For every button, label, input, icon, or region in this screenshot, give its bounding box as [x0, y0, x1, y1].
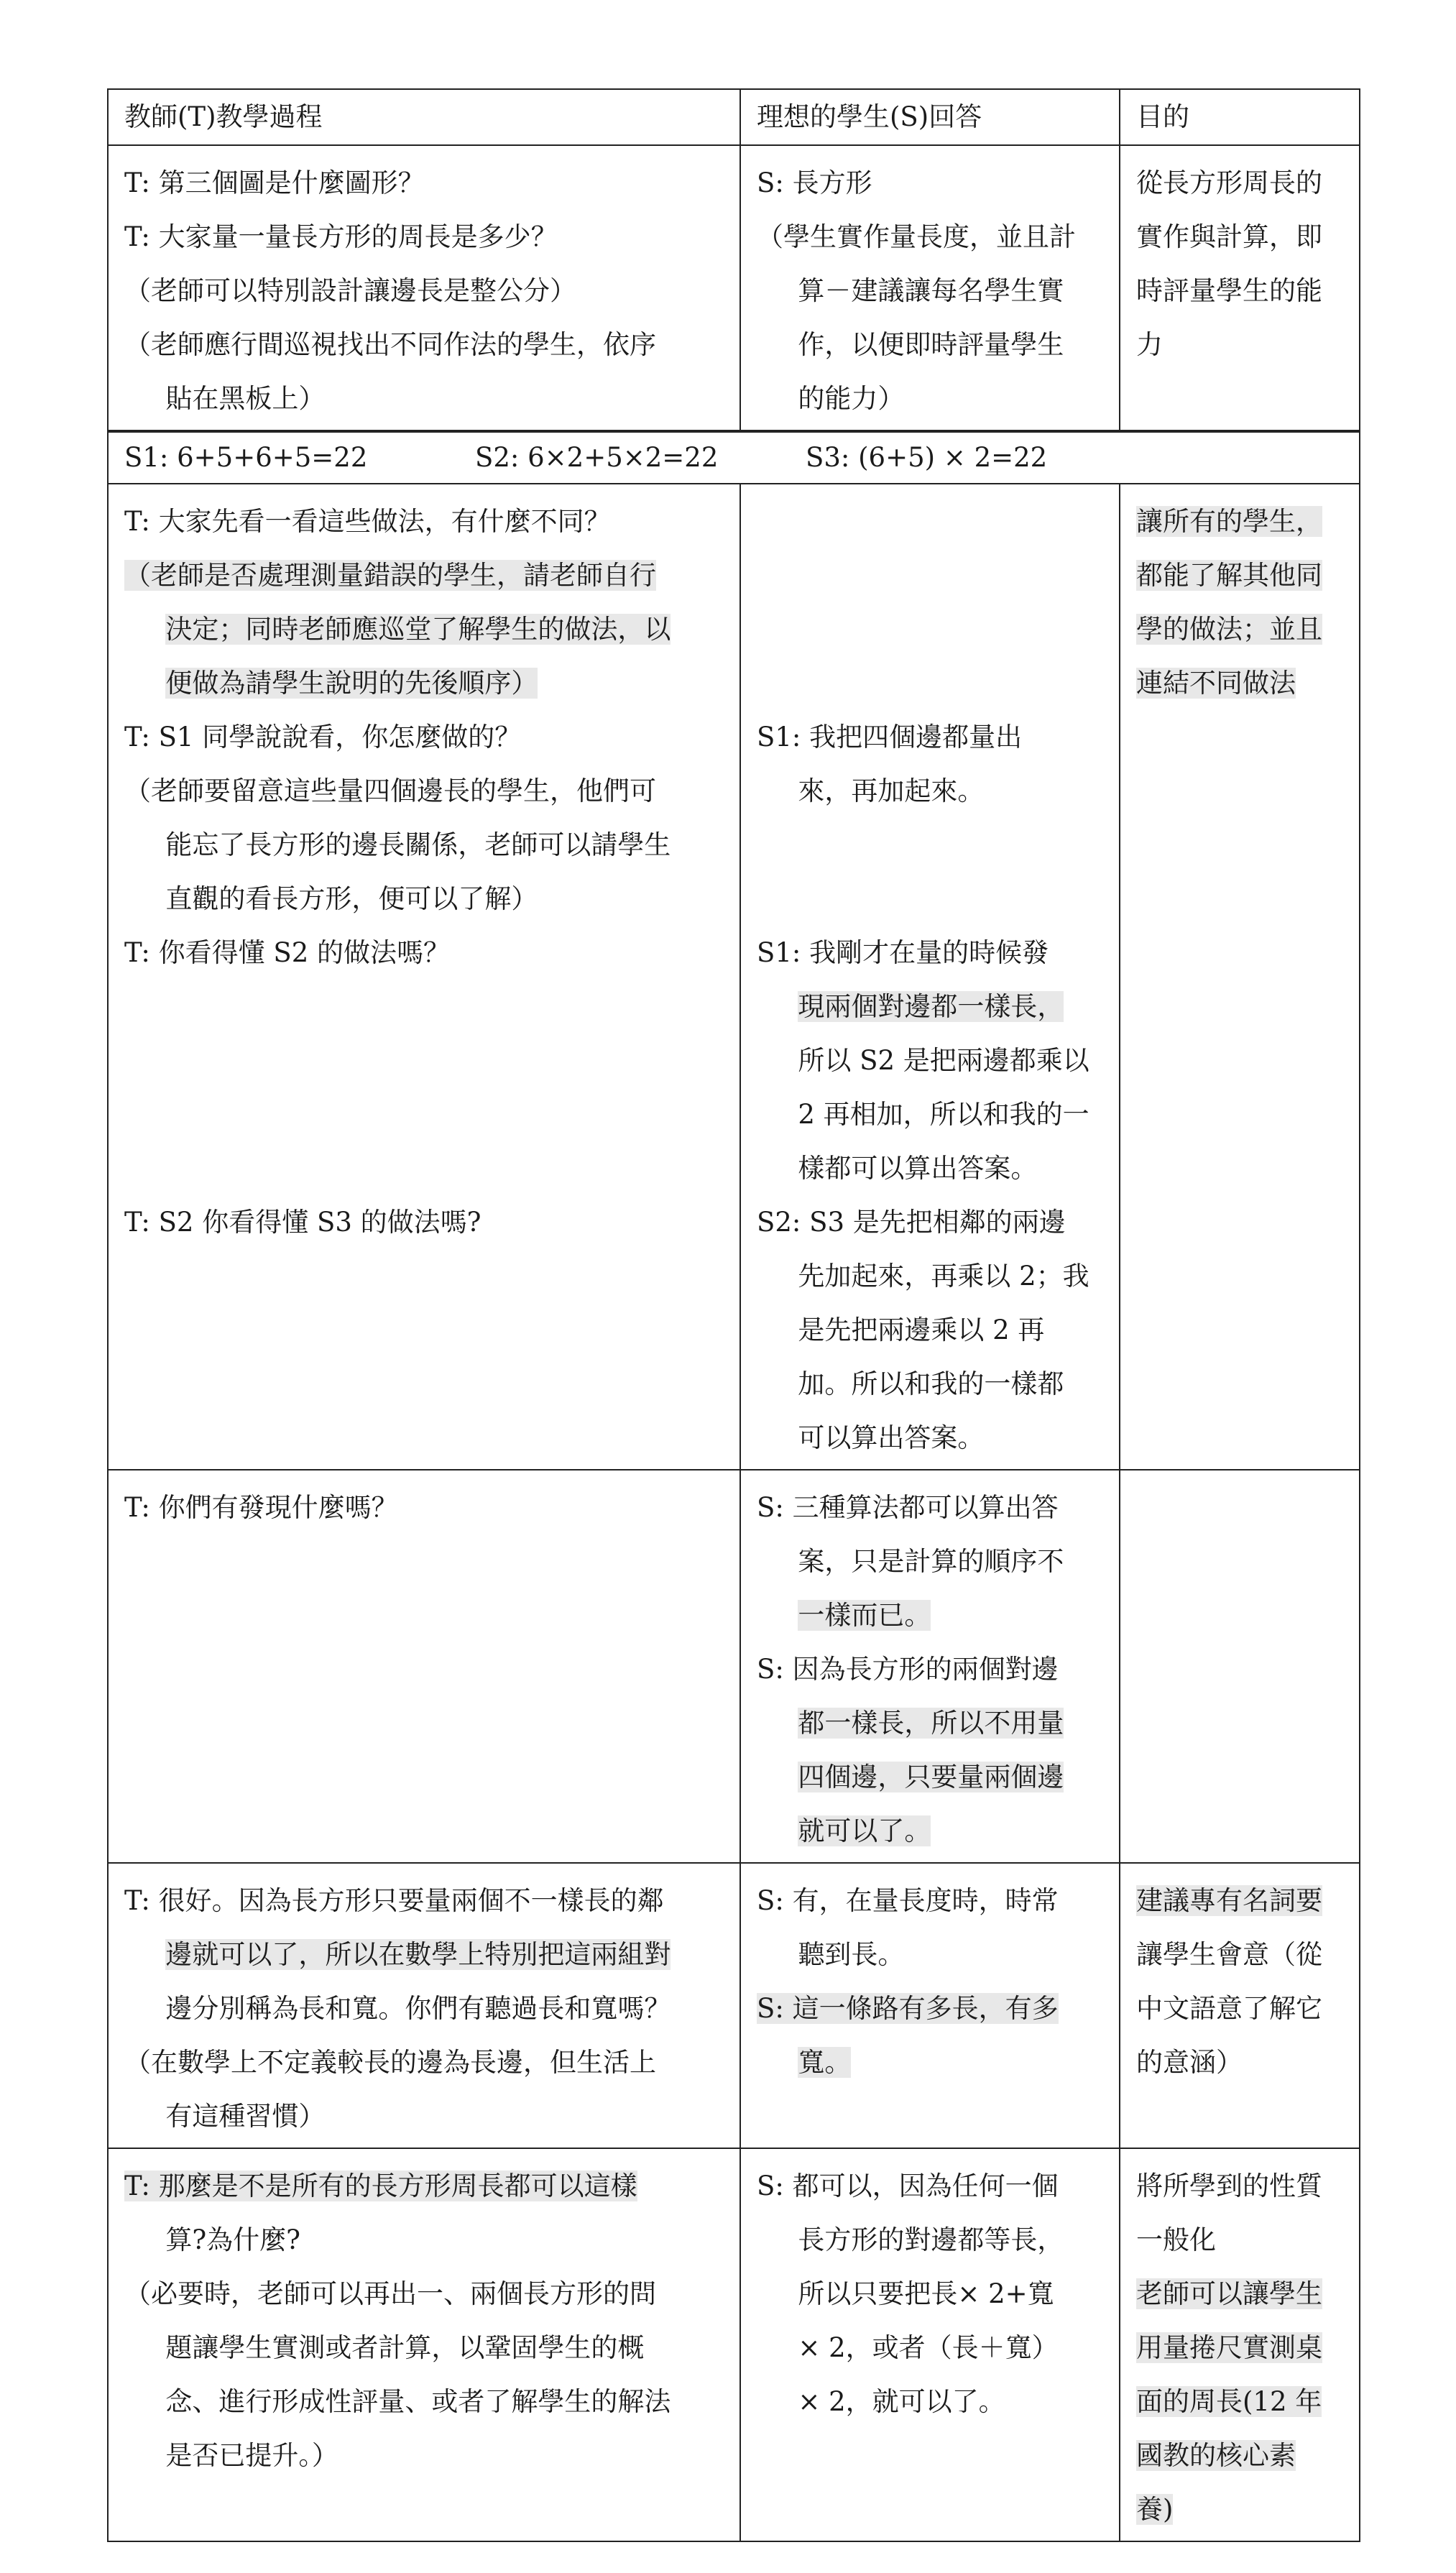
lesson-plan-table: [107, 88, 1360, 2542]
student-line: [757, 1981, 1106, 2035]
formula-s2: S2: 6×2+5×2=22: [475, 442, 719, 473]
student-line: × 2，就可以了。: [798, 2386, 1005, 2417]
purpose-line: [1136, 656, 1346, 710]
teacher-line: 邊分別稱為長和寬。你們有聽過長和寬嗎？: [165, 1993, 671, 2024]
purpose-line: [1136, 2429, 1346, 2482]
teacher-note: 念、進行形成性評量、或者了解學生的解法: [165, 2386, 671, 2417]
formula-cell: [108, 431, 1360, 484]
highlight-text: 學的做法；並且: [1136, 614, 1322, 645]
table-row: [108, 484, 1360, 1470]
highlight-text: 連結不同做法: [1136, 668, 1296, 699]
teacher-line: T: 你們有發現什麼嗎？: [124, 1492, 398, 1523]
highlight-text: 國教的核心素: [1136, 2440, 1296, 2471]
header-teacher-process: 教師(T)教學過程: [108, 89, 740, 145]
teacher-note: 能忘了長方形的邊長關係，老師可以請學生: [165, 829, 671, 860]
student-note: 的能力）: [798, 383, 905, 414]
highlight-text: 都一樣長，所以不用量: [798, 1708, 1064, 1739]
teacher-note: （老師要留意這些量四個邊長的學生，他們可: [124, 775, 656, 806]
spacer: [757, 494, 1106, 548]
student-line: 加。所以和我的一樣都: [798, 1368, 1064, 1399]
student-line: × 2，或者（長＋寬）: [798, 2332, 1059, 2363]
teacher-note: 直觀的看長方形，便可以了解）: [165, 883, 538, 914]
teacher-line: [124, 2159, 727, 2213]
table-row: [108, 145, 1360, 431]
table-row: [108, 1863, 1360, 2148]
purpose-line: 力: [1136, 329, 1163, 360]
student-line: [757, 1588, 1106, 1642]
purpose-line: 讓學生會意（從: [1136, 1939, 1322, 1970]
teacher-line: T: 大家先看一看這些做法，有什麼不同？: [124, 506, 611, 537]
student-line: 2 再相加，所以和我的一: [798, 1099, 1089, 1130]
formula-s3: S3: (6+5) × 2=22: [806, 442, 1048, 473]
purpose-line: [1136, 2267, 1346, 2321]
student-line: S: 都可以，因為任何一個: [757, 2171, 1059, 2201]
highlight-text: 都能了解其他同: [1136, 560, 1322, 591]
student-cell: [740, 145, 1120, 431]
formula-row: [108, 431, 1360, 484]
header-purpose: 目的: [1120, 89, 1360, 145]
highlight-text: 四個邊，只要量兩個邊: [798, 1762, 1064, 1792]
student-line: 聽到長。: [798, 1939, 905, 1970]
teacher-note: （老師可以特別設計讓邊長是整公分）: [124, 275, 576, 306]
table-row: [108, 2148, 1360, 2541]
purpose-line: 一般化: [1136, 2224, 1216, 2255]
teacher-note: [124, 602, 727, 656]
student-line: 長方形的對邊都等長，: [798, 2224, 1064, 2255]
student-line: 可以算出答案。: [798, 1422, 985, 1453]
teacher-cell: [108, 2148, 740, 2541]
student-line: S1: 我剛才在量的時候發: [757, 937, 1049, 968]
highlight-text: 現兩個對邊都一樣長，: [798, 991, 1064, 1022]
spacer: [757, 548, 1106, 602]
teacher-cell: [108, 1863, 740, 2148]
spacer: [124, 1141, 727, 1195]
student-line: [757, 980, 1106, 1034]
highlight-text: 一樣而已。: [798, 1600, 931, 1631]
student-note: 算－建議讓每名學生實: [798, 275, 1064, 306]
student-line: 先加起來，再乘以 2；我: [798, 1261, 1089, 1292]
purpose-cell: [1120, 2148, 1360, 2541]
highlight-text: 養): [1136, 2494, 1174, 2525]
purpose-line: 中文語意了解它: [1136, 1993, 1322, 2024]
highlight-text: 讓所有的學生，: [1136, 506, 1322, 537]
student-line: 所以 S2 是把兩邊都乘以: [798, 1045, 1089, 1076]
purpose-cell: [1120, 1863, 1360, 2148]
purpose-line: 實作與計算，即: [1136, 221, 1322, 252]
highlight-text: 邊就可以了，所以在數學上特別把這兩組對: [165, 1939, 671, 1970]
teacher-line: T: S2 你看得懂 S3 的做法嗎?: [124, 1207, 482, 1238]
teacher-line: T: 很好。因為長方形只要量兩個不一樣長的鄰: [124, 1885, 664, 1916]
student-line: S: 長方形: [757, 167, 872, 198]
student-note: 作，以便即時評量學生: [798, 329, 1064, 360]
teacher-line: T: 第三個圖是什麼圖形？: [124, 167, 425, 198]
purpose-line: 的意涵）: [1136, 2047, 1243, 2078]
student-line: [757, 2035, 1106, 2089]
purpose-cell: [1120, 484, 1360, 1470]
teacher-line: T: 你看得懂 S2 的做法嗎？: [124, 937, 450, 968]
highlight-text: 寬。: [798, 2047, 852, 2078]
student-line: S1: 我把四個邊都量出: [757, 722, 1023, 752]
teacher-note: 題讓學生實測或者計算，以鞏固學生的概: [165, 2332, 645, 2363]
spacer: [757, 818, 1106, 872]
student-line: 所以只要把長× 2+寬: [798, 2278, 1054, 2309]
highlight-text: 就可以了。: [798, 1815, 931, 1846]
student-cell: [740, 2148, 1120, 2541]
highlight-text: 建議專有名詞要: [1136, 1885, 1322, 1916]
purpose-line: 時評量學生的能: [1136, 275, 1322, 306]
teacher-note: 是否已提升。）: [165, 2440, 338, 2471]
header-student-answer: 理想的學生(S)回答: [740, 89, 1120, 145]
teacher-line: T: S1 同學說說看，你怎麼做的？: [124, 722, 522, 752]
student-cell: [740, 484, 1120, 1470]
teacher-note: [124, 548, 727, 602]
purpose-line: [1136, 494, 1346, 548]
student-line: S2: S3 是先把相鄰的兩邊: [757, 1207, 1066, 1238]
student-line: 樣都可以算出答案。: [798, 1153, 1038, 1184]
student-cell: [740, 1470, 1120, 1863]
teacher-note: （老師應行間巡視找出不同作法的學生，依序: [124, 329, 656, 360]
table-row: [108, 1470, 1360, 1863]
student-line: S: 三種算法都可以算出答: [757, 1492, 1059, 1523]
purpose-line: [1136, 602, 1346, 656]
purpose-line: [1136, 548, 1346, 602]
spacer: [757, 872, 1106, 926]
teacher-cell: [108, 1470, 740, 1863]
teacher-line: [124, 1928, 727, 1981]
purpose-line: [1136, 2321, 1346, 2375]
teacher-line: 算?為什麼?: [165, 2224, 301, 2255]
teacher-cell: [108, 145, 740, 431]
student-line: S: 有，在量長度時，時常: [757, 1885, 1059, 1916]
highlight-text: 用量捲尺實測桌: [1136, 2332, 1322, 2363]
header-row: [108, 89, 1360, 145]
student-line: [757, 1804, 1106, 1858]
purpose-line: 將所學到的性質: [1136, 2171, 1322, 2201]
highlight-text: （老師是否處理測量錯誤的學生，請老師自行: [124, 560, 656, 591]
highlight-text: S: 這一條路有多長，有多: [757, 1993, 1059, 2024]
formula-s1: S1: 6+5+6+5=22: [124, 442, 368, 473]
highlight-text: 老師可以讓學生: [1136, 2278, 1322, 2309]
purpose-cell-empty: [1120, 1470, 1360, 1863]
purpose-cell: [1120, 145, 1360, 431]
student-line: 來，再加起來。: [798, 775, 985, 806]
teacher-note: 貼在黑板上）: [165, 383, 326, 414]
highlight-text: 決定；同時老師應巡堂了解學生的做法，以: [165, 614, 671, 645]
student-line: [757, 1750, 1106, 1804]
highlight-text: 面的周長(12 年: [1136, 2386, 1322, 2417]
student-cell: [740, 1863, 1120, 2148]
purpose-line: [1136, 2375, 1346, 2429]
spacer: [124, 980, 727, 1034]
teacher-note: 有這種習慣）: [165, 2101, 326, 2132]
purpose-line: 從長方形周長的: [1136, 167, 1322, 198]
teacher-note: [124, 656, 727, 710]
student-note: （學生實作量長度，並且計: [757, 221, 1076, 252]
teacher-cell: [108, 484, 740, 1470]
spacer: [757, 656, 1106, 710]
highlight-text: 便做為請學生說明的先後順序）: [165, 668, 538, 699]
purpose-line: [1136, 2482, 1346, 2536]
purpose-line: [1136, 1874, 1346, 1928]
teacher-note: （必要時，老師可以再出一、兩個長方形的問: [124, 2278, 656, 2309]
teacher-note: （在數學上不定義較長的邊為長邊，但生活上: [124, 2047, 656, 2078]
spacer: [124, 1034, 727, 1087]
student-line: [757, 1696, 1106, 1750]
student-line: 是先把兩邊乘以 2 再: [798, 1315, 1045, 1345]
student-line: 案，只是計算的順序不: [798, 1546, 1064, 1577]
student-line: S: 因為長方形的兩個對邊: [757, 1654, 1059, 1685]
spacer: [124, 1087, 727, 1141]
teacher-line: T: 大家量一量長方形的周長是多少？: [124, 221, 558, 252]
highlight-text: T: 那麼是不是所有的長方形周長都可以這樣: [124, 2171, 637, 2201]
spacer: [757, 602, 1106, 656]
